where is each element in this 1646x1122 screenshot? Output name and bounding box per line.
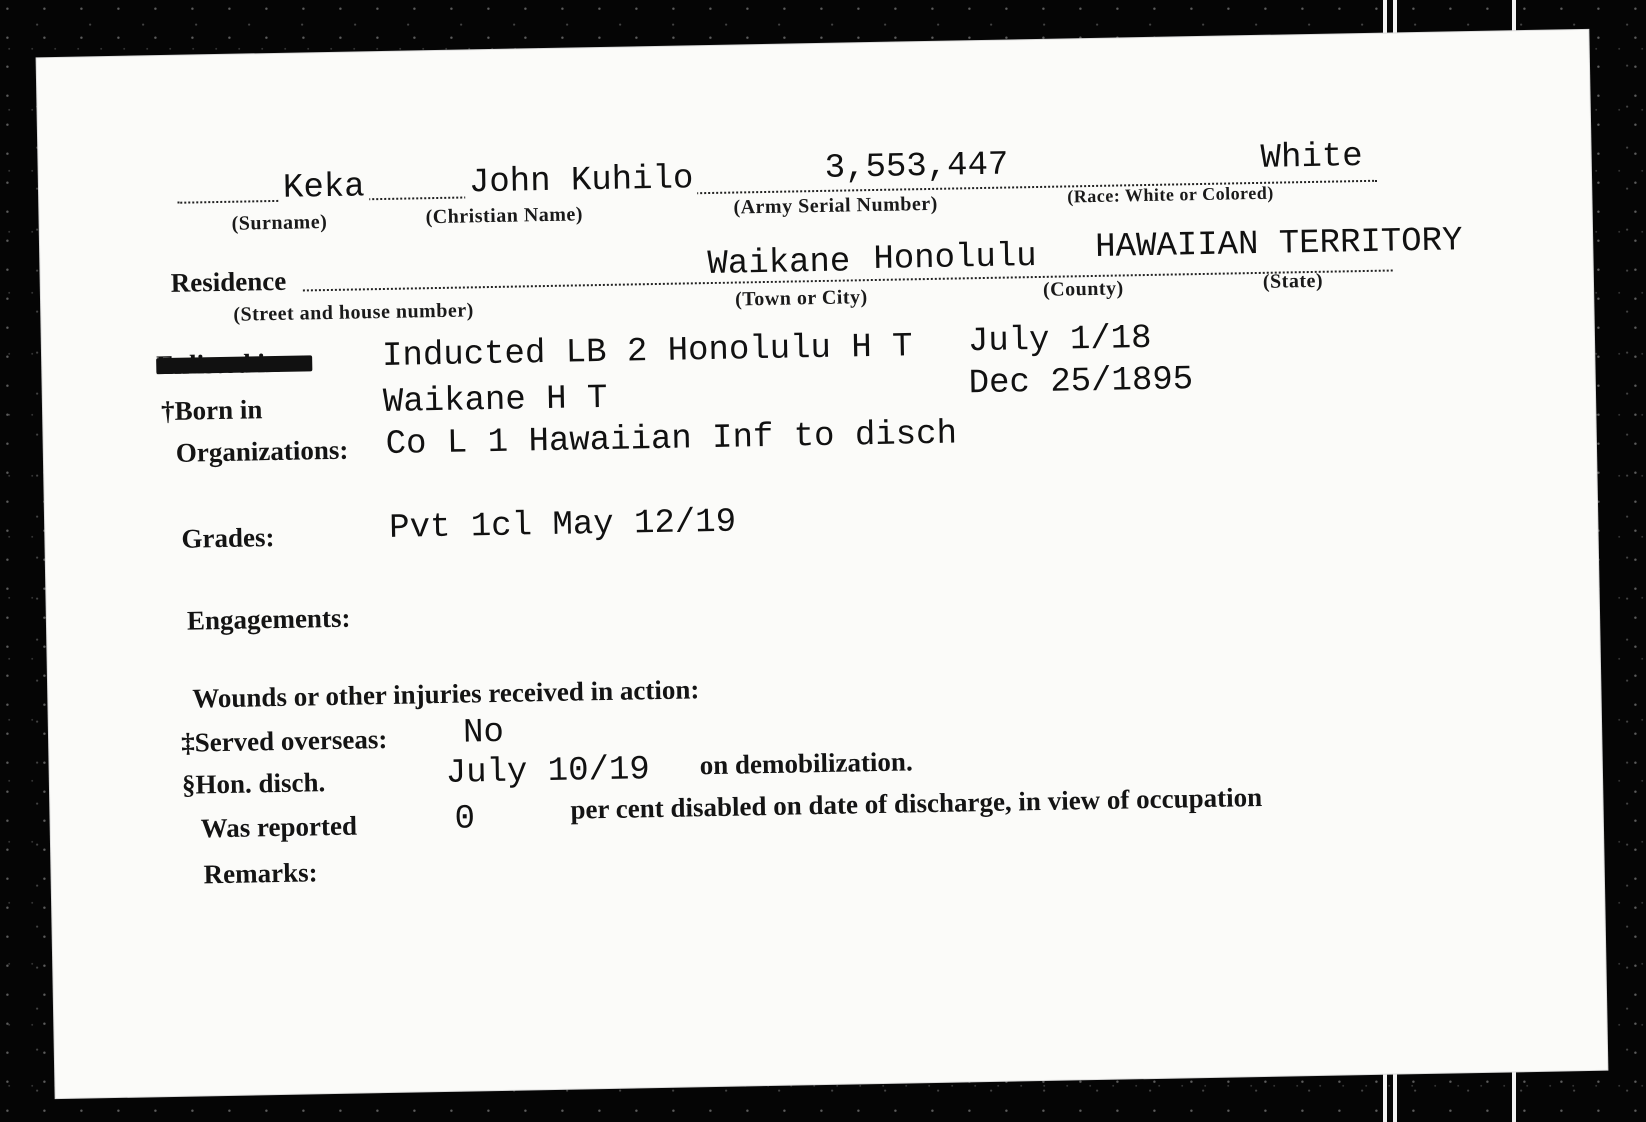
organizations-label: Organizations: (175, 434, 349, 468)
organizations-value: Co L 1 Hawaiian Inf to disch (385, 415, 958, 464)
state-value: HAWAIIAN TERRITORY (1092, 224, 1466, 265)
christian-name-value: John Kuhilo (465, 162, 698, 200)
grades-label: Grades: (181, 522, 275, 554)
served-overseas-value: No (462, 713, 505, 753)
grades-value: Pvt 1cl May 12/19 (388, 503, 737, 548)
hon-disch-suffix: on demobilization. (699, 746, 913, 781)
county-caption: (County) (1042, 277, 1124, 301)
wounds-label: Wounds or other injuries received in action: (192, 674, 700, 714)
county-value: Honolulu (870, 240, 1040, 277)
race-value: White (1256, 140, 1367, 176)
serial-number-value: 3,553,447 (820, 148, 1012, 186)
hon-disch-value: July 10/19 (445, 751, 651, 793)
inducted-value: Inducted LB 2 Honolulu H T (381, 328, 913, 377)
strike-through-mark (156, 355, 312, 374)
service-record-card (37, 30, 1608, 1098)
serial-caption: (Army Serial Number) (733, 192, 939, 219)
born-place: Waikane H T (382, 379, 608, 423)
inducted-date: July 1/18 (967, 319, 1152, 362)
reported-suffix: per cent disabled on date of discharge, in view of occupation (570, 781, 1263, 825)
town-value: Waikane (704, 245, 853, 282)
surname-value: Keka (279, 170, 369, 206)
christian-name-caption: (Christian Name) (425, 203, 584, 229)
street-caption: (Street and house number) (233, 299, 474, 326)
born-label: †Born in (160, 394, 263, 427)
reported-label: Was reported (200, 810, 358, 844)
state-caption: (State) (1262, 269, 1324, 293)
engagements-label: Engagements: (186, 602, 351, 636)
born-date: Dec 25/1895 (968, 361, 1194, 404)
race-caption: (Race: White or Colored) (1067, 182, 1274, 207)
reported-value: 0 (454, 800, 476, 839)
town-caption: (Town or City) (734, 286, 868, 311)
hon-disch-label: §Hon. disch. (181, 767, 326, 800)
residence-label: Residence (170, 265, 287, 298)
remarks-label: Remarks: (203, 857, 318, 890)
surname-caption: (Surname) (231, 211, 328, 235)
served-overseas-label: ‡Served overseas: (180, 723, 388, 758)
